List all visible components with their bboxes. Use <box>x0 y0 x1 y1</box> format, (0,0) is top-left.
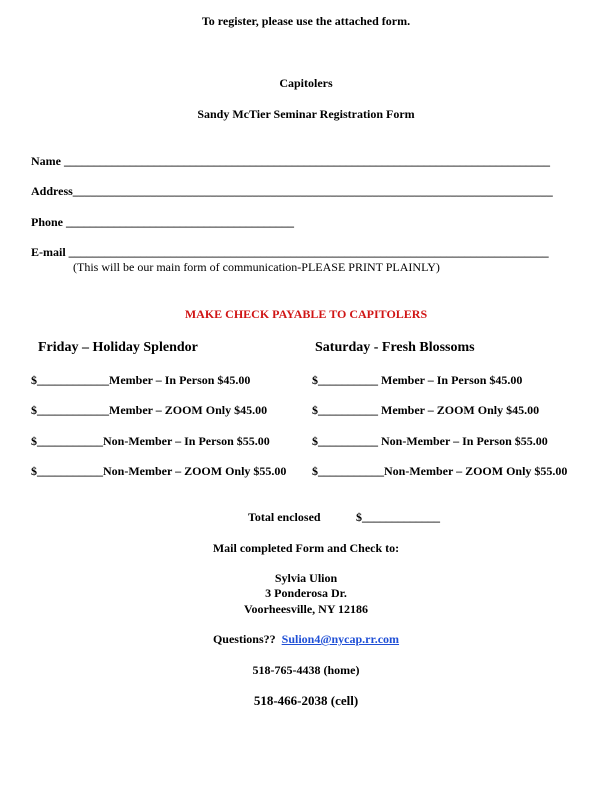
questions-line <box>0 632 612 647</box>
mail-to-city: Voorheesville, NY 12186 <box>243 602 369 616</box>
payable-heading: MAKE CHECK PAYABLE TO CAPITOLERS <box>184 307 428 321</box>
form-title: Sandy McTier Seminar Registration Form <box>197 107 415 121</box>
saturday-option-nonmember-in-person[interactable]: $__________ Non-Member – In Person $55.00 <box>312 434 548 448</box>
address-field[interactable]: Address________________________________________________________________________________ <box>31 184 553 198</box>
phone-home: 518-765-4438 (home) <box>252 663 360 677</box>
questions-label: Questions?? <box>212 632 276 646</box>
total-amount-field[interactable]: $_____________ <box>356 510 440 524</box>
email-note: (This will be our main form of communication-PLEASE PRINT PLAINLY) <box>73 260 440 274</box>
saturday-heading: Saturday - Fresh Blossoms <box>315 340 475 355</box>
total-label: Total enclosed <box>248 510 321 524</box>
friday-option-nonmember-in-person[interactable]: $___________Non-Member – In Person $55.00 <box>31 434 270 448</box>
mail-to-heading: Mail completed Form and Check to: <box>212 541 400 555</box>
contact-email-link[interactable]: Sulion4@nycap.rr.com <box>281 632 400 646</box>
phone-field[interactable]: Phone ______________________________________ <box>31 215 295 229</box>
friday-option-member-in-person[interactable]: $____________Member – In Person $45.00 <box>31 373 251 387</box>
phone-cell: 518-466-2038 (cell) <box>253 693 359 708</box>
saturday-option-member-in-person[interactable]: $__________ Member – In Person $45.00 <box>312 373 523 387</box>
saturday-option-nonmember-zoom[interactable]: $___________Non-Member – ZOOM Only $55.00 <box>312 464 568 478</box>
friday-option-member-zoom[interactable]: $____________Member – ZOOM Only $45.00 <box>31 403 268 417</box>
saturday-option-member-zoom[interactable]: $__________ Member – ZOOM Only $45.00 <box>312 403 540 417</box>
email-field[interactable]: E-mail ________________________________________________________________________________ <box>31 245 549 259</box>
mail-to-name: Sylvia Ulion <box>274 571 338 585</box>
name-field[interactable]: Name _________________________________________________________________________________ <box>31 154 550 168</box>
friday-heading: Friday – Holiday Splendor <box>38 340 198 355</box>
org-name: Capitolers <box>279 76 333 90</box>
intro-text: To register, please use the attached form. <box>201 14 411 28</box>
mail-to-street: 3 Ponderosa Dr. <box>265 586 347 600</box>
friday-option-nonmember-zoom[interactable]: $___________Non-Member – ZOOM Only $55.00 <box>31 464 287 478</box>
